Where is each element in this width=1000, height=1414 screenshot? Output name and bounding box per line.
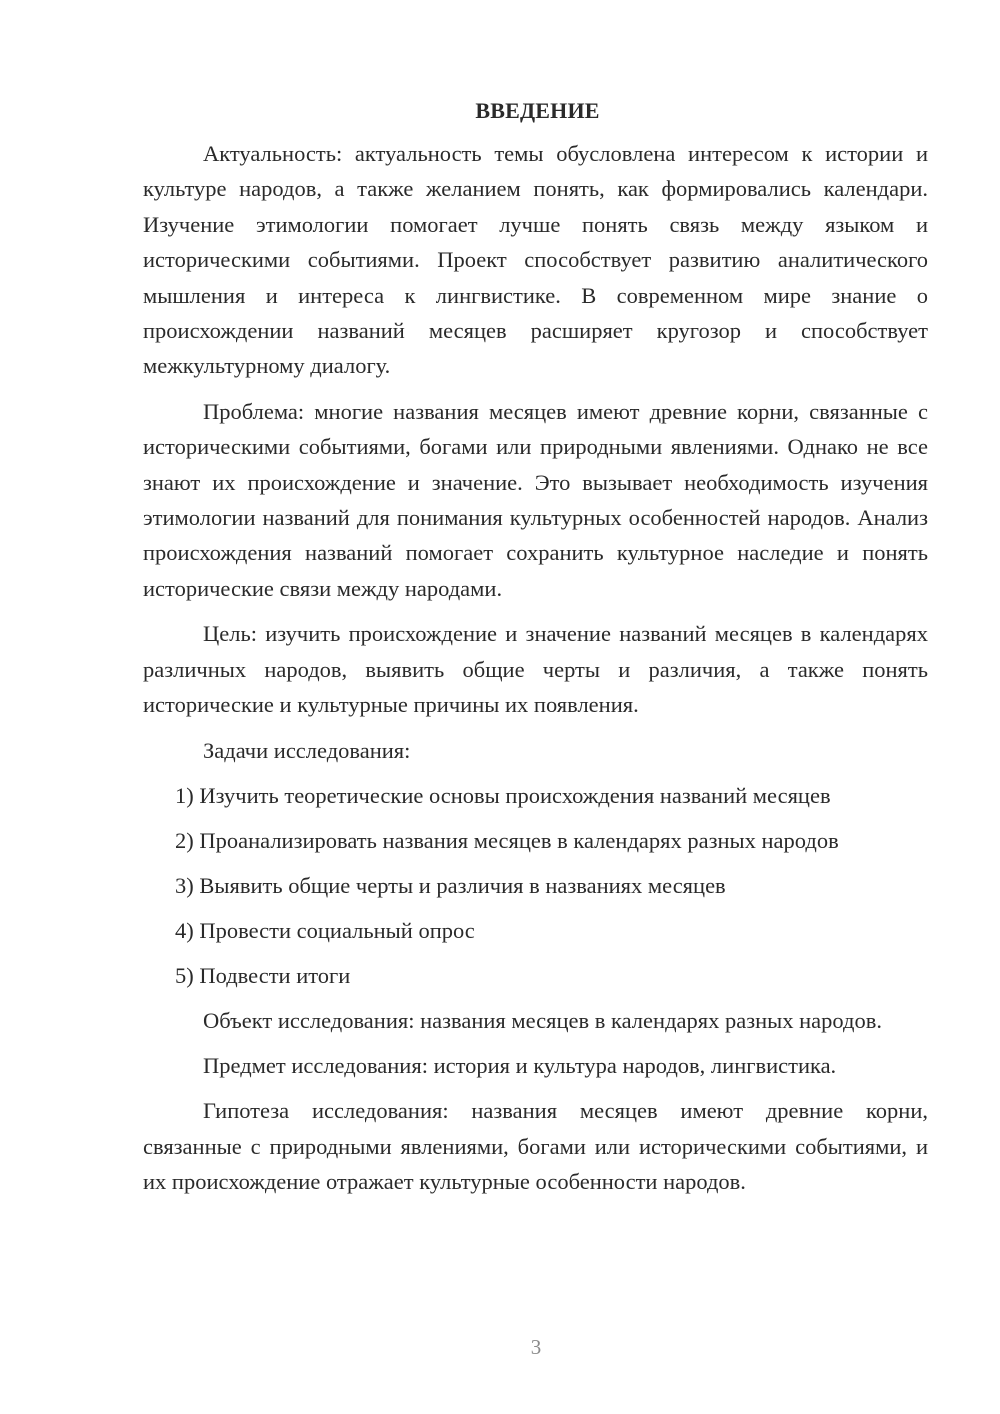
object-paragraph: Объект исследования: названия месяцев в календарях разных народов. (203, 1007, 882, 1033)
goal-paragraph: Цель: изучить происхождение и значение названий месяцев в календарях различных народов, выявить общие черты и различия, а также понять исторические и культурные причины их появления. (143, 621, 928, 718)
subject-paragraph: Предмет исследования: история и культура народов, лингвистика. (203, 1052, 837, 1078)
hypothesis-paragraph: Гипотеза исследования: названия месяцев имеют древние корни, связанные с природными явлениями, богами или историческими событиями, и их происхождение отражает культурные особенности народов. (143, 1098, 928, 1195)
tasks-heading: Задачи исследования: (203, 737, 411, 763)
page-number: 3 (530, 1335, 542, 1359)
tasks-list (143, 778, 928, 993)
problem-paragraph: Проблема: многие названия месяцев имеют древние корни, связанные с историческими событиями, богами или природными явлениями. Однако не все знают их происхождение и значение. Это вызывает необходимость изучения этимологии названий для понимания культурных особенностей народов. Анализ происхождения названий помогает сохранить культурное наследие и понять исторические связи между народами. (143, 398, 928, 601)
task-item-3: 3) Выявить общие черты и различия в названиях месяцев (175, 872, 726, 898)
section-title: ВВЕДЕНИЕ (475, 98, 600, 123)
task-item-4: 4) Провести социальный опрос (175, 917, 475, 943)
page-content (143, 96, 928, 1210)
task-item-2: 2) Проанализировать названия месяцев в календарях разных народов (175, 827, 839, 853)
task-item-5: 5) Подвести итоги (175, 962, 351, 988)
task-item-1: 1) Изучить теоретические основы происхождения названий месяцев (175, 782, 831, 808)
relevance-paragraph: Актуальность: актуальность темы обусловлена интересом к истории и культуре народов, а также желанием понять, как формировались календари. Изучение этимологии помогает лучше понять связь между языком и историческими событиями. Проект способствует развитию аналитического мышления и интереса к лингвистике. В современном мире знание о происхождении названий месяцев расширяет кругозор и способствует межкультурному диалогу. (143, 141, 928, 379)
